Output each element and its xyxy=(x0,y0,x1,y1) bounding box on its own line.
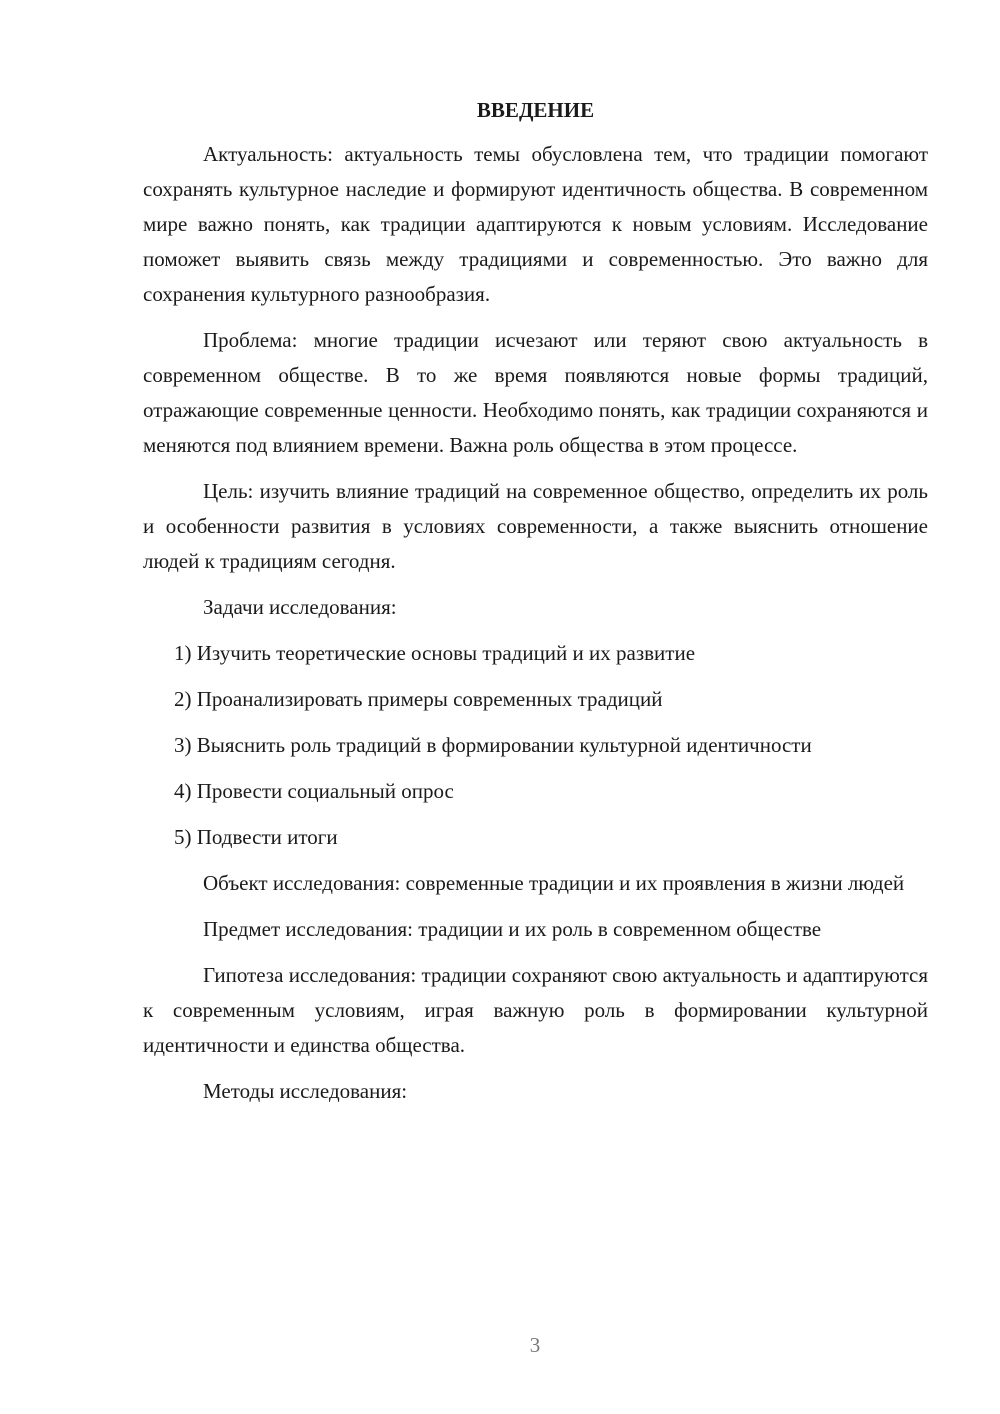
tasks-title: Задачи исследования: xyxy=(203,595,397,619)
section-heading: ВВЕДЕНИЕ xyxy=(476,98,595,122)
hypothesis-paragraph: Гипотеза исследования: традиции сохраняют свою актуальность и адаптируются к современным условиям, играя важную роль в формировании культурной идентичности и единства общества. xyxy=(143,963,928,1057)
task-item: 2) Проанализировать примеры современных традиций xyxy=(174,687,663,711)
methods-title: Методы исследования: xyxy=(203,1079,408,1103)
page-number: 3 xyxy=(529,1333,541,1357)
subject-paragraph: Предмет исследования: традиции и их роль в современном обществе xyxy=(203,917,822,941)
task-item: 1) Изучить теоретические основы традиций и их развитие xyxy=(174,641,696,665)
task-item: 3) Выяснить роль традиций в формировании культурной идентичности xyxy=(174,733,812,757)
object-paragraph: Объект исследования: современные традиции и их проявления в жизни людей xyxy=(203,871,905,895)
relevance-paragraph: Актуальность: актуальность темы обусловлена тем, что традиции помогают сохранять культурное наследие и формируют идентичность общества. В современном мире важно понять, как традиции адаптируются к новым условиям. Исследование поможет выявить связь между традициями и современностью. Это важно для сохранения культурного разнообразия. xyxy=(143,142,928,306)
task-item: 4) Провести социальный опрос xyxy=(174,779,454,803)
goal-paragraph: Цель: изучить влияние традиций на современное общество, определить их роль и особенности развития в условиях современности, а также выяснить отношение людей к традициям сегодня. xyxy=(143,479,928,573)
page-content xyxy=(143,95,928,1120)
task-item: 5) Подвести итоги xyxy=(174,825,338,849)
problem-paragraph: Проблема: многие традиции исчезают или теряют свою актуальность в современном обществе. В то же время появляются новые формы традиций, отражающие современные ценности. Необходимо понять, как традиции сохраняются и меняются под влиянием времени. Важна роль общества в этом процессе. xyxy=(143,328,928,457)
